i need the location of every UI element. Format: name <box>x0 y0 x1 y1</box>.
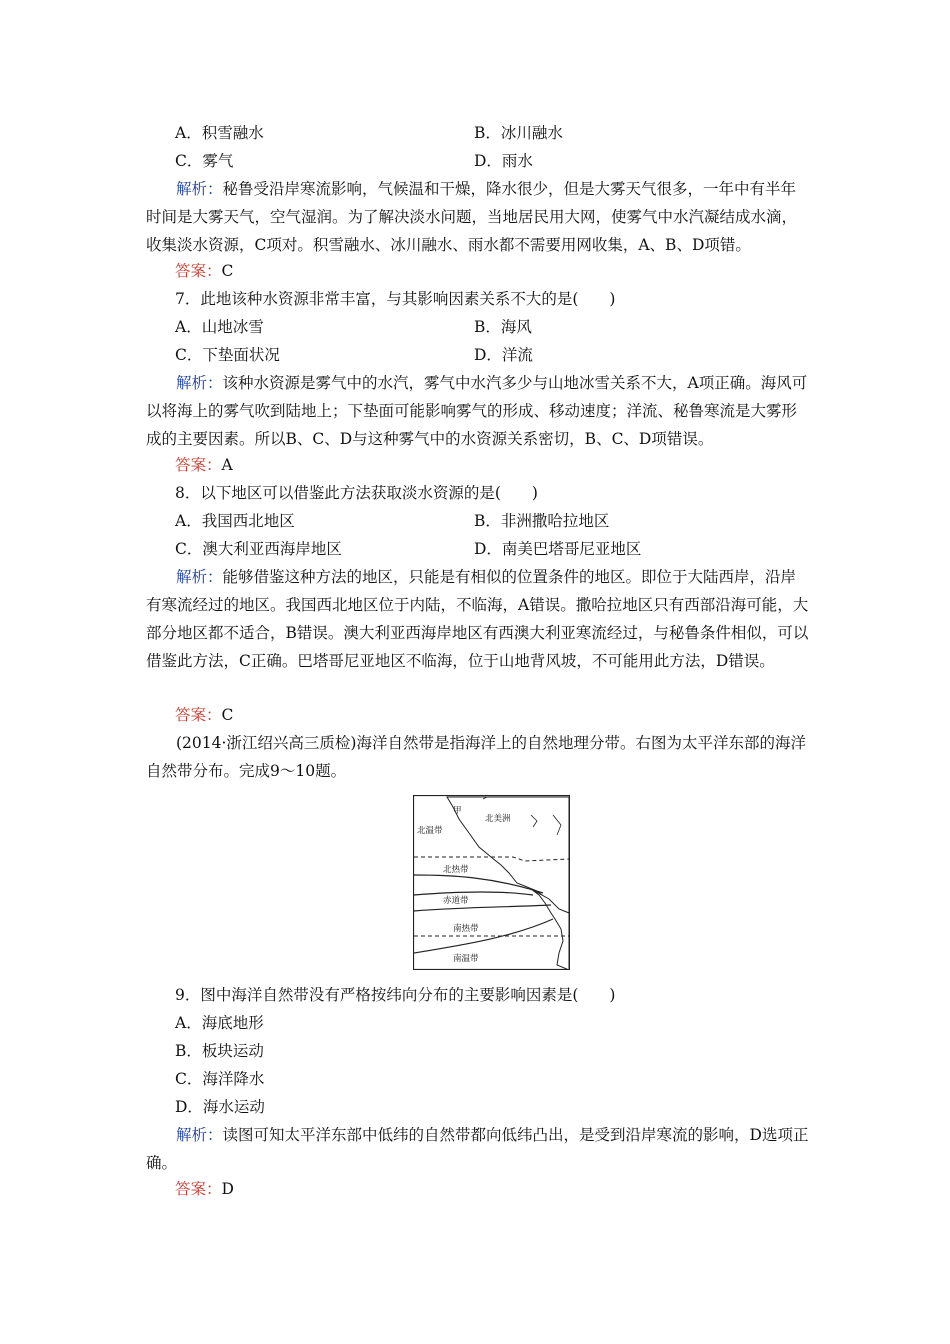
q6-option-d: D．雨水 <box>474 152 533 170</box>
label-north-tropical: 北热带 <box>443 865 469 875</box>
label-north-america: 北美洲 <box>485 814 511 824</box>
q9-option-c: C．海洋降水 <box>175 1070 265 1088</box>
label-equatorial: 赤道带 <box>443 896 469 906</box>
q7-option-b: B．海风 <box>474 318 532 336</box>
q8-answer-value: C <box>221 706 234 724</box>
q9-answer-value: D <box>221 1180 234 1198</box>
label-jia: 甲 <box>453 806 462 816</box>
q9-option-d: D．海水运动 <box>175 1098 265 1116</box>
q7-option-d: D．洋流 <box>474 346 533 364</box>
q9-analysis-text: 读图可知太平洋东部中低纬的自然带都向低纬凸出，是受到沿岸寒流的影响，D选项正确。 <box>146 1126 809 1172</box>
q9-option-b: B．板块运动 <box>175 1042 264 1060</box>
q8-analysis <box>146 563 810 675</box>
q6-option-c: C．雾气 <box>175 152 234 170</box>
analysis-label: 解析： <box>176 180 223 198</box>
q6-option-a: A．积雪融水 <box>175 124 264 142</box>
analysis-label: 解析： <box>176 1126 223 1144</box>
q7-stem: 7．此地该种水资源非常丰富，与其影响因素关系不大的是( ) <box>175 290 616 308</box>
analysis-label: 解析： <box>176 568 223 586</box>
analysis-label: 解析： <box>176 374 223 392</box>
q9-stem: 9．图中海洋自然带没有严格按纬向分布的主要影响因素是( ) <box>175 986 616 1004</box>
q8-option-d: D．南美巴塔哥尼亚地区 <box>474 540 642 558</box>
q9-analysis <box>146 1121 810 1177</box>
q7-option-a: A．山地冰雪 <box>175 318 264 336</box>
q8-option-c: C．澳大利亚西海岸地区 <box>175 540 342 558</box>
q7-analysis-text: 该种水资源是雾气中的水汽，雾气中水汽多少与山地冰雪关系不大，A项正确。海风可以将海上的雾气吹到陆地上；下垫面可能影响雾气的形成、移动速度；洋流、秘鲁寒流是大雾形成的主要因素。所以B、C、D与这种雾气中的水资源关系密切，B、C、D项错误。 <box>146 374 808 448</box>
label-south-temperate: 南温带 <box>453 954 479 964</box>
answer-label: 答案： <box>175 706 222 724</box>
q7-analysis <box>146 369 810 453</box>
pacific-zones-map <box>413 795 570 970</box>
q8-answer <box>175 705 233 725</box>
q6-analysis <box>146 175 810 259</box>
q8-analysis-text: 能够借鉴这种方法的地区，只能是有相似的位置条件的地区。即位于大陆西岸，沿岸有寒流经过的地区。我国西北地区位于内陆，不临海，A错误。撒哈拉地区只有西部沿海可能，大部分地区都不适合，B错误。澳大利亚西海岸地区有西澳大利亚寒流经过，与秘鲁条件相似，可以借鉴此方法，C正确。巴塔哥尼亚地区不临海，位于山地背风坡，不可能用此方法，D错误。 <box>146 568 809 670</box>
answer-label: 答案： <box>175 262 222 280</box>
q6-analysis-text: 秘鲁受沿岸寒流影响，气候温和干燥，降水很少，但是大雾天气很多，一年中有半年时间是大雾天气，空气湿润。为了解决淡水问题，当地居民用大网，使雾气中水汽凝结成水滴，收集淡水资源，C项对。积雪融水、冰川融水、雨水都不需要用网收集，A、B、D项错。 <box>146 180 798 254</box>
q6-option-b: B．冰川融水 <box>474 124 563 142</box>
q7-option-c: C．下垫面状况 <box>175 346 280 364</box>
label-north-temperate: 北温带 <box>417 826 443 836</box>
answer-label: 答案： <box>175 456 222 474</box>
answer-label: 答案： <box>175 1180 222 1198</box>
q9-answer <box>175 1179 234 1199</box>
q9-option-a: A．海底地形 <box>175 1014 264 1032</box>
q6-answer <box>175 261 233 281</box>
label-south-tropical: 南热带 <box>453 924 479 934</box>
q7-answer <box>175 455 233 475</box>
section-intro: (2014·浙江绍兴高三质检)海洋自然带是指海洋上的自然地理分带。右图为太平洋东部的海洋自然带分布。完成9～10题。 <box>146 734 806 780</box>
q6-answer-value: C <box>221 262 234 280</box>
q8-option-b: B．非洲撒哈拉地区 <box>474 512 610 530</box>
q8-stem: 8．以下地区可以借鉴此方法获取淡水资源的是( ) <box>175 484 538 502</box>
q8-option-a: A．我国西北地区 <box>175 512 295 530</box>
q7-answer-value: A <box>221 456 233 474</box>
